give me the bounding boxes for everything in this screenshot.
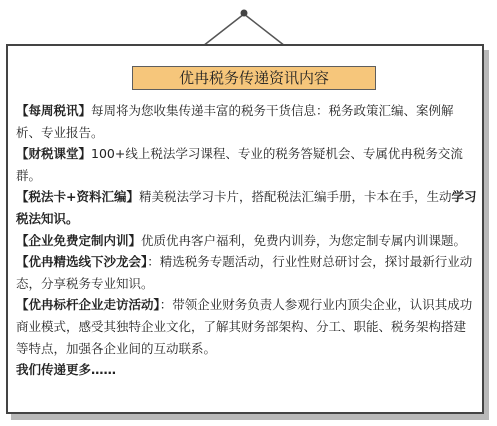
item-text: 每周将为您收集传递丰富的税务干货信息：税务政策汇编、案例解析、专业报告。 xyxy=(16,103,454,140)
item-offline-salon xyxy=(16,251,478,294)
item-text-bold: 学习税法知识。 xyxy=(16,189,477,226)
item-custom-training xyxy=(16,230,478,252)
item-text: 100+线上税法学习课程、专业的税务答疑机会、专属优冉税务交流群。 xyxy=(16,146,463,183)
notice-board xyxy=(6,44,484,414)
item-label: 【企业免费定制内训】 xyxy=(16,232,142,248)
item-text: ：精选税务专题活动，行业性财总研讨会，探讨最新行业动态，分享税务专业知识。 xyxy=(16,254,473,291)
item-text: 精美税法学习卡片，搭配税法汇编手册，卡本在手，生动 xyxy=(138,189,452,205)
item-label: 【财税课堂】 xyxy=(16,146,92,162)
item-label: 【优冉精选线下沙龙会】 xyxy=(16,254,148,270)
footer-text: 我们传递更多…… xyxy=(16,362,117,378)
hanger-nail-icon xyxy=(241,10,248,17)
item-label: 【每周税讯】 xyxy=(16,103,92,118)
board-content xyxy=(16,100,478,381)
item-text: ：带领企业财务负责人参观行业内顶尖企业，认识其成功商业模式，感受其独特企业文化，了解其财务部架构、分工、职能、税务架构搭建等特点，加强各企业间的互动联系。 xyxy=(16,297,473,356)
item-tax-classroom xyxy=(16,143,478,186)
item-text: 优质优冉客户福利，免费内训券，为您定制专属内训课题。 xyxy=(141,232,467,248)
item-weekly-tax-news xyxy=(16,100,478,143)
item-benchmark-visit xyxy=(16,294,478,359)
item-tax-cards xyxy=(16,186,478,229)
item-label: 【税法卡+资料汇编】 xyxy=(16,189,139,205)
board-title: 优冉税务传递资讯内容 xyxy=(132,66,376,90)
item-label: 【优冉标杆企业走访活动】 xyxy=(16,297,160,313)
